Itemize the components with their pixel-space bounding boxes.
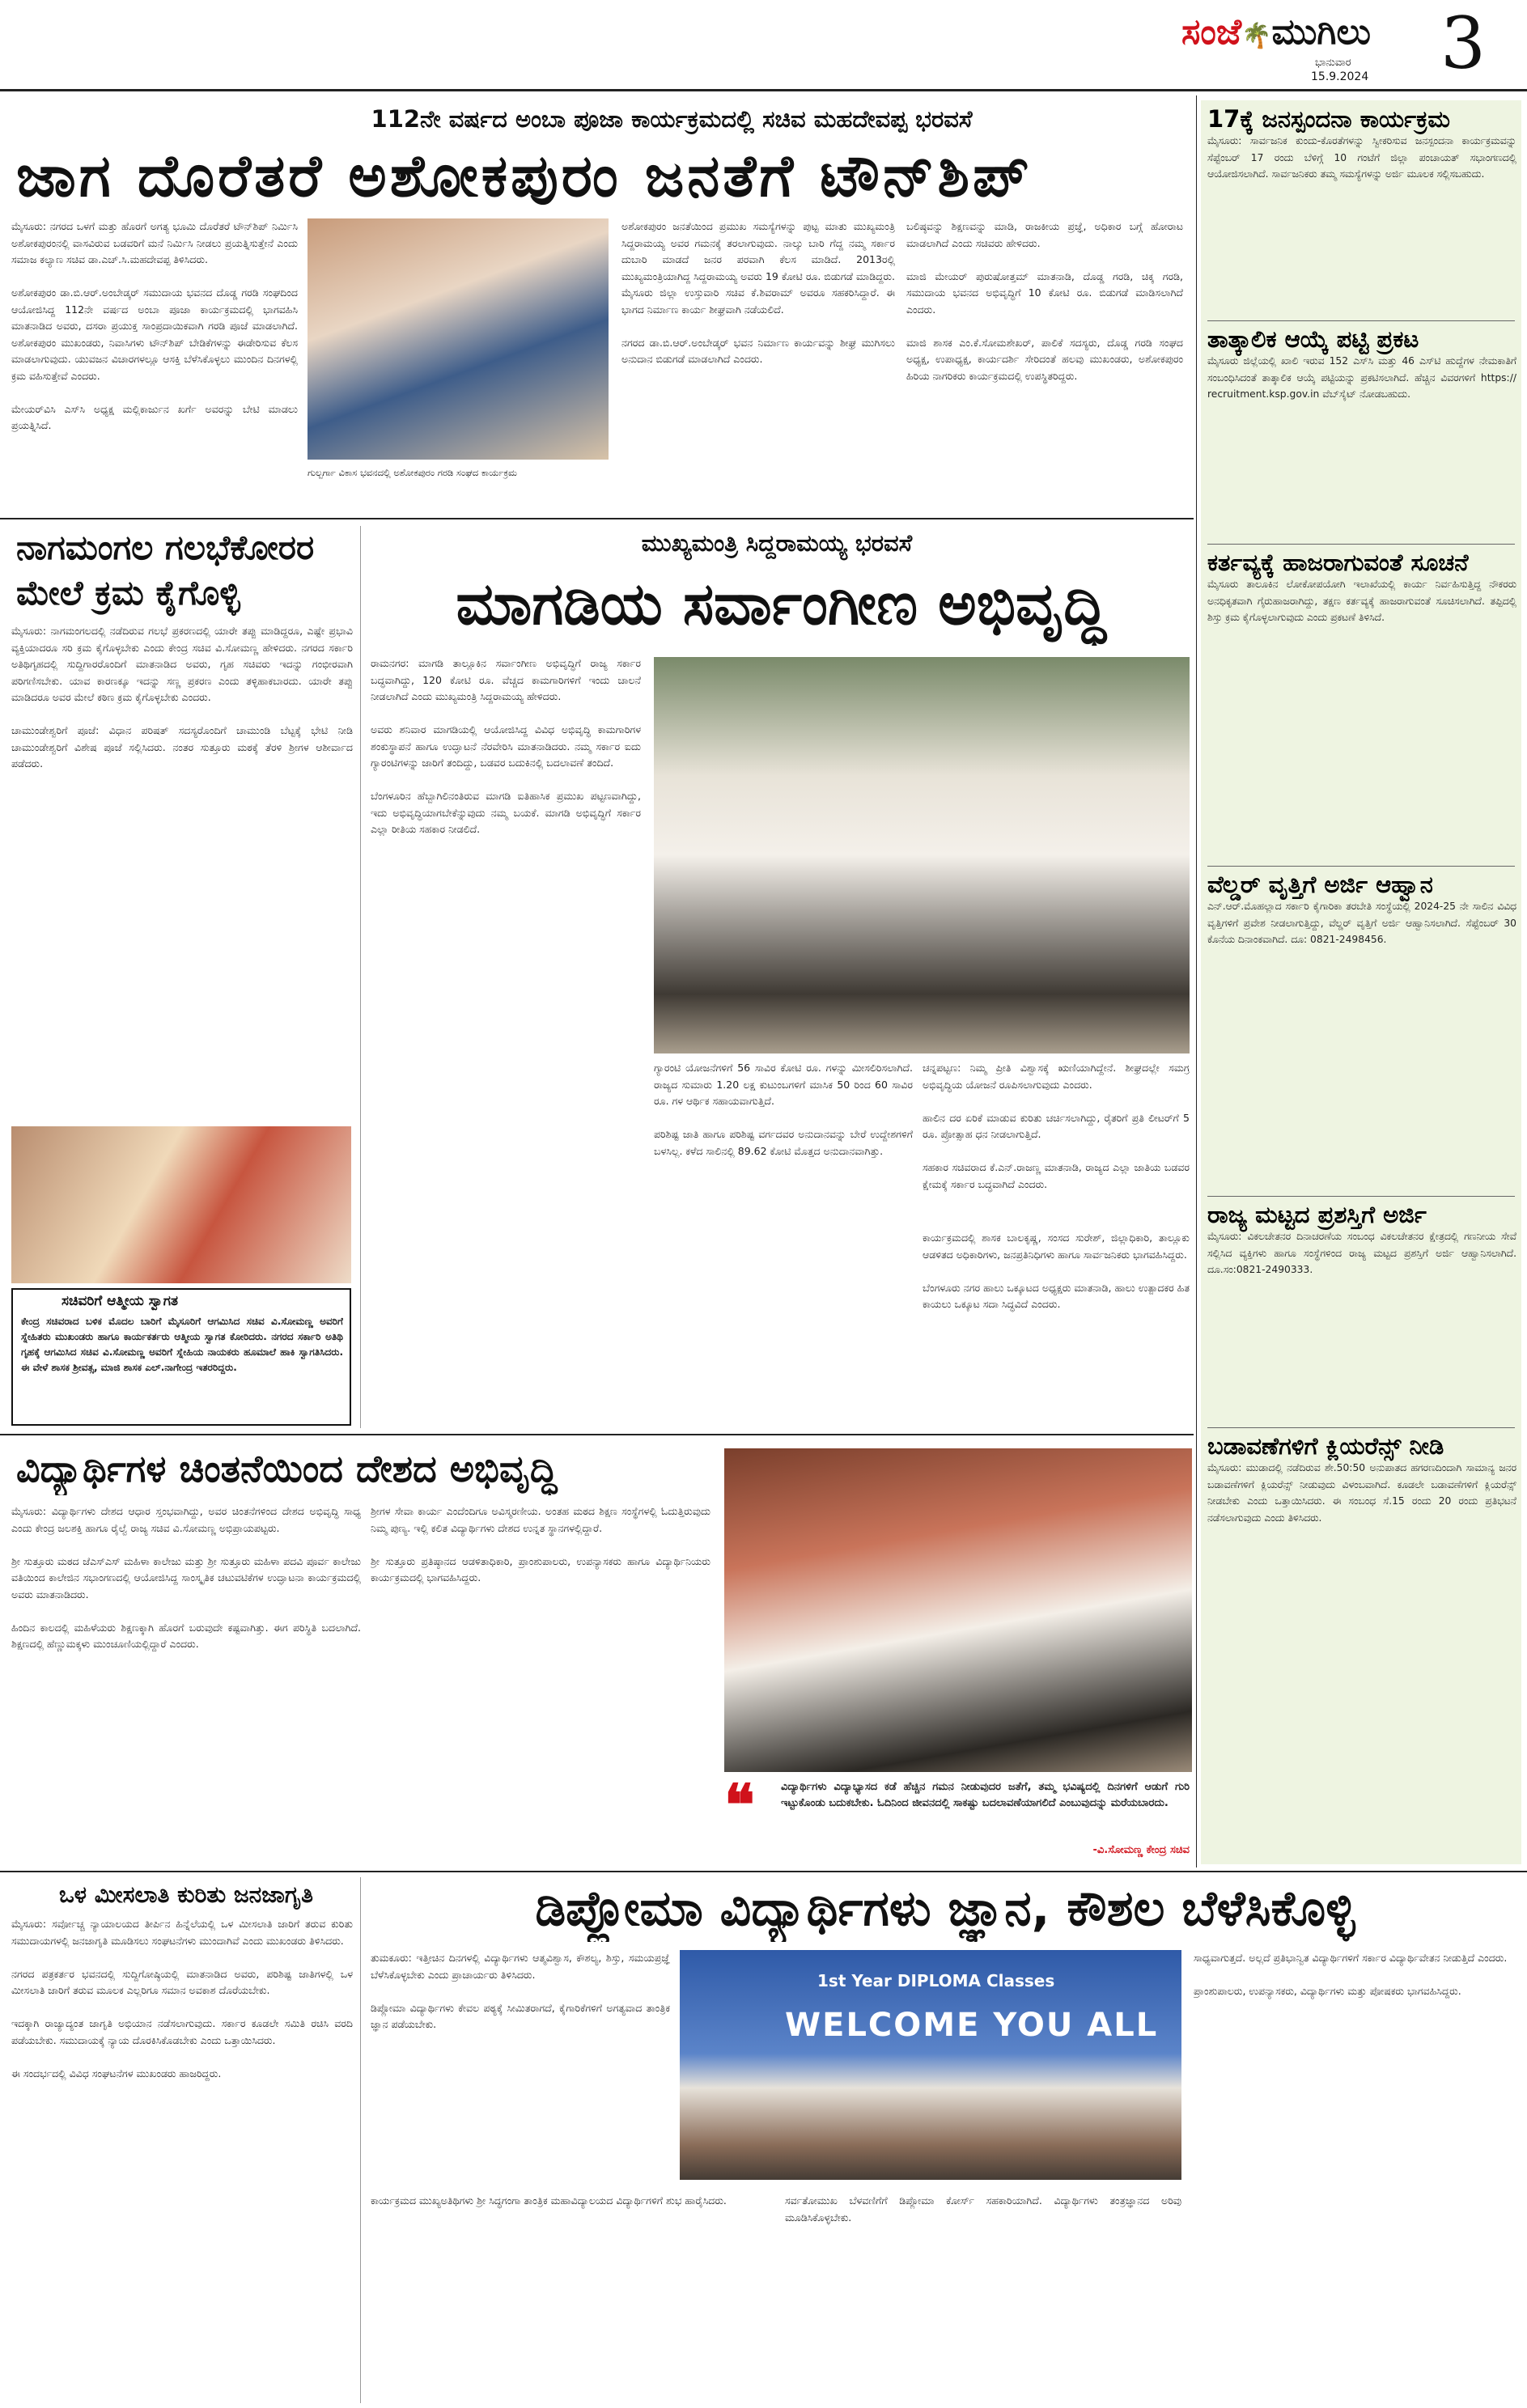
story2-headline-2: ಮೇಲೆ ಕ್ರಮ ಕೈಗೊಳ್ಳಿ [16, 573, 240, 613]
story1-col1: ಮೈಸೂರು: ನಗರದ ಒಳಗೆ ಮತ್ತು ಹೊರಗೆ ಅಗತ್ಯ ಭೂಮಿ ದೊರೆತರೆ ಟೌನ್‌ಶಿಪ್ ನಿರ್ಮಿಸಿ ಅಶೋಕಪುರಂನಲ್ಲಿ ವಾಸವಿರುವ ಬಡವರಿಗೆ ಮನೆ ನಿರ್ಮಿಸಿ ನೀಡಲು ಪ್ರಯತ್ನಿಸುತ್ತೇನೆ ಎಂದು ಸಮಾಜ ಕಲ್ಯಾಣ ಸಚಿವ ಡಾ.ಎಚ್.ಸಿ.ಮಹದೇವಪ್ಪ ತಿಳಿಸಿದರು. ಅಶೋಕಪುರಂ ಡಾ.ಬಿ.ಆರ್.ಅಂಬೇಡ್ಕರ್ ಸಮುದಾಯ ಭವನದ ದೊಡ್ಡ ಗರಡಿ ಸಂಘದಿಂದ ಆಯೋಜಿಸಿದ್ದ 112ನೇ ವರ್ಷದ ಅಂಬಾ ಪೂಜಾ ಕಾರ್ಯಕ್ರಮದಲ್ಲಿ ಭಾಗವಹಿಸಿ ಮಾತನಾಡಿದ ಅವರು, ದಸರಾ ಪ್ರಯುಕ್ತ ಸಾಂಪ್ರದಾಯಿಕವಾಗಿ ಗರಡಿ ಪೂಜೆ ಮಾಡಲಾಗಿದೆ. ಅಶೋಕಪುರಂ ಮುಖಂಡರು, ನಿವಾಸಿಗಳು ಟೌನ್‌ಶಿಪ್ ಬೇಡಿಕೆಗಳನ್ನು ಈಡೇರಿಸುವ ಕೆಲಸ ಮಾಡಲಾಗುವುದು. ಯುವಜನ ವಿಚಾರಗಳಲ್ಲೂ ಆಸಕ್ತಿ ಬೆಳೆಸಿಕೊಳ್ಳಲು ಮುಂದಿನ ದಿನಗಳಲ್ಲಿ ಕ್ರಮ ವಹಿಸುತ್ತೇವೆ ಎಂದರು. ಮೇಯರ್‌ವಿಸಿ ಎಸ್‌ಸಿ ಅಧ್ಯಕ್ಷ ಮಲ್ಲಿಕಾರ್ಜುನ ಖರ್ಗೆ ಅವರನ್ನು ಬೇಟಿ ಮಾಡಲು ಪ್ರಯತ್ನಿಸಿದೆ. [11, 220, 298, 431]
sidebar-item [1207, 1432, 1516, 1848]
sidebar-item [1207, 105, 1516, 311]
story4-col2: ಶ್ರೀಗಳ ಸೇವಾ ಕಾರ್ಯ ಎಂದೆಂದಿಗೂ ಅವಿಸ್ಮರಣೀಯ. ಅಂತಹ ಮಠದ ಶಿಕ್ಷಣ ಸಂಸ್ಥೆಗಳಲ್ಲಿ ಓದುತ್ತಿರುವುದು ನಿಮ್ಮ ಪುಣ್ಯ. ಇಲ್ಲಿ ಕಲಿತ ವಿದ್ಯಾರ್ಥಿಗಳು ದೇಶದ ಉನ್ನತ ಸ್ಥಾನಗಳಲ್ಲಿದ್ದಾರೆ. ಶ್ರೀ ಸುತ್ತೂರು ಪ್ರತಿಷ್ಠಾನದ ಆಡಳಿತಾಧಿಕಾರಿ, ಪ್ರಾಂಶುಪಾಲರು, ಉಪನ್ಯಾಸಕರು ಹಾಗೂ ವಿದ್ಯಾರ್ಥಿನಿಯರು ಕಾರ್ಯಕ್ರಮದಲ್ಲಿ ಭಾಗವಹಿಸಿದ್ದರು. [371, 1505, 710, 1583]
sidebar-rule [1207, 866, 1515, 867]
story2-caption-box [11, 1288, 351, 1426]
sidebar-title: ಕರ್ತವ್ಯಕ್ಕೆ ಹಾಜರಾಗುವಂತೆ ಸೂಚನೆ [1207, 549, 1469, 576]
story1-col3: ಬಲಿಷ್ಠವನ್ನು ಶಿಕ್ಷಣವನ್ನು ಮಾಡಿ, ರಾಜಕೀಯ ಪ್ರಜ್ಞೆ, ಅಧಿಕಾರ ಬಗ್ಗೆ ಹೋರಾಟ ಮಾಡಲಾಗಿದೆ ಎಂದು ಸಚಿವರು ಹೇಳಿದರು. ಮಾಜಿ ಮೇಯರ್ ಪುರುಷೋತ್ತಮ್ ಮಾತನಾಡಿ, ದೊಡ್ಡ ಗರಡಿ, ಚಿಕ್ಕ ಗರಡಿ, ಸಮುದಾಯ ಭವನದ ಅಭಿವೃದ್ಧಿಗೆ 10 ಕೋಟಿ ರೂ. ಬಿಡುಗಡೆ ಮಾಡಿಸಲಾಗಿದೆ ಎಂದರು. ಮಾಜಿ ಶಾಸಕ ಎಂ.ಕೆ.ಸೋಮಶೇಖರ್, ಪಾಲಿಕೆ ಸದಸ್ಯರು, ದೊಡ್ಡ ಗರಡಿ ಸಂಘದ ಅಧ್ಯಕ್ಷ, ಉಪಾಧ್ಯಕ್ಷ, ಕಾರ್ಯದರ್ಶಿ ಸೇರಿದಂತೆ ಹಲವು ಮುಖಂಡರು, ಅಶೋಕಪುರಂ ಹಿರಿಯ ನಾಗರಿಕರು ಕಾರ್ಯಕ್ರಮದಲ್ಲಿ ಉಪಸ್ಥಿತರಿದ್ದರು. [906, 220, 1183, 382]
story4-quote-author: -ವಿ.ಸೋಮಣ್ಣ ಕೇಂದ್ರ ಸಚಿವ [1092, 1844, 1190, 1856]
masthead-logo [1181, 11, 1371, 53]
masthead-day: ಭಾನುವಾರ [1315, 57, 1351, 69]
masthead-rule [0, 89, 1527, 91]
sidebar-divider [1196, 95, 1197, 1867]
sidebar-item [1207, 871, 1516, 1165]
story3-col2: ಗ್ಯಾರಂಟಿ ಯೋಜನೆಗಳಿಗೆ 56 ಸಾವಿರ ಕೋಟಿ ರೂ. ಗಳನ್ನು ಮೀಸಲಿರಿಸಲಾಗಿದೆ. ರಾಜ್ಯದ ಸುಮಾರು 1.20 ಲಕ್ಷ ಕುಟುಂಬಗಳಿಗೆ ಮಾಸಿಕ 50 ರಿಂದ 60 ಸಾವಿರ ರೂ. ಗಳ ಆರ್ಥಿಕ ಸಹಾಯವಾಗುತ್ತಿದೆ. ಪರಿಶಿಷ್ಟ ಜಾತಿ ಹಾಗೂ ಪರಿಶಿಷ್ಟ ವರ್ಗದವರ ಅನುದಾನವನ್ನು ಬೇರೆ ಉದ್ದೇಶಗಳಿಗೆ ಬಳಸಿಲ್ಲ. ಕಳೆದ ಸಾಲಿನಲ್ಲಿ 89.62 ಕೋಟಿ ಮೊತ್ತದ ಅನುದಾನವಾಗಿತ್ತು. [654, 1062, 913, 1157]
sidebar-body: ಮೈಸೂರು ಜಿಲ್ಲೆಯಲ್ಲಿ ಖಾಲಿ ಇರುವ 152 ಎಸ್‌ಸಿ ಮತ್ತು 46 ಎಸ್‌ಟಿ ಹುದ್ದೆಗಳ ನೇಮಕಾತಿಗೆ ಸಂಬಂಧಿಸಿದಂತೆ ತಾತ್ಕಾಲಿಕ ಆಯ್ಕೆ ಪಟ್ಟಿಯನ್ನು ಪ್ರಕಟಿಸಲಾಗಿದೆ. ಹೆಚ್ಚಿನ ವಿವರಗಳಿಗೆ https:// recruitment.ksp.gov.in ವೆಬ್‌ಸೈಟ್ ನೋಡಬಹುದು. [1207, 355, 1516, 400]
sidebar-body: ಮೈಸೂರು ತಾಲೂಕಿನ ಲೋಕೋಪಯೋಗಿ ಇಲಾಖೆಯಲ್ಲಿ ಕಾರ್ಯ ನಿರ್ವಹಿಸುತ್ತಿದ್ದ ನೌಕರರು ಅನಧಿಕೃತವಾಗಿ ಗೈರುಹಾಜರಾಗಿದ್ದು, ತಕ್ಷಣ ಕರ್ತವ್ಯಕ್ಕೆ ಹಾಜರಾಗುವಂತೆ ಸೂಚಿಸಲಾಗಿದೆ. ತಪ್ಪಿದಲ್ಲಿ ಶಿಸ್ತು ಕ್ರಮ ಕೈಗೊಳ್ಳಲಾಗುವುದು ಎಂದು ಪ್ರಕಟಣೆ ತಿಳಿಸಿದೆ. [1207, 579, 1516, 623]
story1-kicker: 112ನೇ ವರ್ಷದ ಅಂಬಾ ಪೂಜಾ ಕಾರ್ಯಕ್ರಮದಲ್ಲಿ ಸಚಿವ ಮಹದೇವಪ್ಪ ಭರವಸೆ [371, 105, 973, 133]
story6-banner-top: 1st Year DIPLOMA Classes [817, 1971, 1055, 1990]
story2-caption-body: ಕೇಂದ್ರ ಸಚಿವರಾದ ಬಳಿಕ ಮೊದಲ ಬಾರಿಗೆ ಮೈಸೂರಿಗೆ ಆಗಮಿಸಿದ ಸಚಿವ ವಿ.ಸೋಮಣ್ಣ ಅವರಿಗೆ ಸ್ನೇಹಿತರು ಮುಖಂಡರು ಹಾಗೂ ಕಾರ್ಯಕರ್ತರು ಆತ್ಮೀಯ ಸ್ವಾಗತ ಕೋರಿದರು. ನಗರದ ಸರ್ಕಾರಿ ಅತಿಥಿ ಗೃಹಕ್ಕೆ ಆಗಮಿಸಿದ ಸಚಿವ ವಿ.ಸೋಮಣ್ಣ ಅವರಿಗೆ ಸ್ನೇಹಿಯ ನಾಯಕರು ಹೂಮಾಲೆ ಹಾಕಿ ಸ್ವಾಗತಿಸಿದರು. ಈ ವೇಳೆ ಶಾಸಕ ಶ್ರೀವತ್ಸ, ಮಾಜಿ ಶಾಸಕ ಎಲ್.ನಾಗೇಂದ್ರ ಇತರರಿದ್ದರು. [21, 1316, 343, 1373]
story3-kicker: ಮುಖ್ಯಮಂತ್ರಿ ಸಿದ್ದರಾಮಯ್ಯ ಭರವಸೆ [641, 529, 913, 557]
sidebar-item [1207, 1201, 1516, 1422]
story6-banner: WELCOME YOU ALL [785, 2007, 1159, 2044]
story6-col3: ಸರ್ವತೋಮುಖ ಬೆಳವಣಿಗೆಗೆ ಡಿಪ್ಲೋಮಾ ಕೋರ್ಸ್ ಸಹಕಾರಿಯಾಗಿದೆ. ವಿದ್ಯಾರ್ಥಿಗಳು ತಂತ್ರಜ್ಞಾನದ ಅರಿವು ಮೂಡಿಸಿಕೊಳ್ಳಬೇಕು. [785, 2194, 1181, 2224]
story1-photo [308, 218, 609, 460]
story6-col4: ಸಾಧ್ಯವಾಗುತ್ತದೆ. ಅಲ್ಲದೆ ಪ್ರತಿಭಾನ್ವಿತ ವಿದ್ಯಾರ್ಥಿಗಳಿಗೆ ಸರ್ಕಾರ ವಿದ್ಯಾರ್ಥಿವೇತನ ನೀಡುತ್ತಿದೆ ಎಂದರು. ಪ್ರಾಂಶುಪಾಲರು, ಉಪನ್ಯಾಸಕರು, ವಿದ್ಯಾರ್ಥಿಗಳು ಮತ್ತು ಪೋಷಕರು ಭಾಗವಹಿಸಿದ್ದರು. [1194, 1952, 1508, 1997]
story4-headline: ವಿದ್ಯಾರ್ಥಿಗಳ ಚಿಂತನೆಯಿಂದ ದೇಶದ ಅಭಿವೃದ್ಧಿ [16, 1447, 558, 1490]
story3-photo [654, 657, 1190, 1054]
sidebar-title: ತಾತ್ಕಾಲಿಕ ಆಯ್ಕೆ ಪಟ್ಟಿ ಪ್ರಕಟ [1207, 325, 1419, 353]
sidebar-item [1207, 325, 1516, 536]
story1-bottom-rule [0, 518, 1194, 519]
story2-photo [11, 1126, 351, 1283]
story5-divider [360, 1877, 361, 2403]
story3-col4: ಕಾರ್ಯಕ್ರಮದಲ್ಲಿ ಶಾಸಕ ಬಾಲಕೃಷ್ಣ, ಸಂಸದ ಸುರೇಶ್, ಜಿಲ್ಲಾಧಿಕಾರಿ, ತಾಲ್ಲೂಕು ಆಡಳಿತದ ಅಧಿಕಾರಿಗಳು, ಜನಪ್ರತಿನಿಧಿಗಳು ಹಾಗೂ ಸಾರ್ವಜನಿಕರು ಭಾಗವಹಿಸಿದ್ದರು. ಬೆಂಗಳೂರು ನಗರ ಹಾಲು ಒಕ್ಕೂಟದ ಅಧ್ಯಕ್ಷರು ಮಾತನಾಡಿ, ಹಾಲು ಉತ್ಪಾದಕರ ಹಿತ ಕಾಯಲು ಒಕ್ಕೂಟ ಸದಾ ಸಿದ್ಧವಿದೆ ಎಂದರು. [923, 1232, 1190, 1310]
sidebar-body: ಮೈಸೂರು: ಸಾರ್ವಜನಿಕ ಕುಂದು-ಕೊರತೆಗಳನ್ನು ಸ್ವೀಕರಿಸುವ ಜನಸ್ಪಂದನಾ ಕಾರ್ಯಕ್ರಮವನ್ನು ಸೆಪ್ಟೆಂಬರ್ 17 ರಂದು ಬೆಳಿಗ್ಗೆ 10 ಗಂಟೆಗೆ ಜಿಲ್ಲಾ ಪಂಚಾಯತ್ ಸಭಾಂಗಣದಲ್ಲಿ ಆಯೋಜಿಸಲಾಗಿದೆ. ಸಾರ್ವಜನಿಕರು ತಮ್ಮ ಸಮಸ್ಯೆಗಳನ್ನು ಅರ್ಜಿ ಮೂಲಕ ಸಲ್ಲಿಸಬಹುದು. [1207, 135, 1516, 180]
story6-photo [680, 1950, 1181, 2180]
story1-headline: ಜಾಗ ದೊರೆತರೆ ಅಶೋಕಪುರಂ ಜನತೆಗೆ ಟೌನ್‌ಶಿಪ್ [16, 142, 1033, 210]
story3-headline: ಮಾಗಡಿಯ ಸರ್ವಾಂಗೀಣ ಅಭಿವೃದ್ಧಿ [456, 570, 1106, 638]
sidebar-title: ರಾಜ್ಯ ಮಟ್ಟದ ಪ್ರಶಸ್ತಿಗೆ ಅರ್ಜಿ [1207, 1201, 1427, 1228]
sidebar-title: ಬಡಾವಣೆಗಳಿಗೆ ಕ್ಲಿಯರೆನ್ಸ್ ನೀಡಿ [1207, 1432, 1444, 1460]
story6-col2: ಕಾರ್ಯಕ್ರಮದ ಮುಖ್ಯಅತಿಥಿಗಳು ಶ್ರೀ ಸಿದ್ಧಗಂಗಾ ತಾಂತ್ರಿಕ ಮಹಾವಿದ್ಯಾಲಯದ ವಿದ್ಯಾರ್ಥಿಗಳಿಗೆ ಶುಭ ಹಾರೈಸಿದರು. [371, 2194, 727, 2207]
masthead-date: 15.9.2024 [1311, 70, 1369, 83]
story4-col1: ಮೈಸೂರು: ವಿದ್ಯಾರ್ಥಿಗಳು ದೇಶದ ಆಧಾರ ಸ್ತಂಭವಾಗಿದ್ದು, ಅವರ ಚಿಂತನೆಗಳಿಂದ ದೇಶದ ಅಭಿವೃದ್ಧಿ ಸಾಧ್ಯ ಎಂದು ಕೇಂದ್ರ ಜಲಶಕ್ತಿ ಹಾಗೂ ರೈಲ್ವೆ ರಾಜ್ಯ ಸಚಿವ ವಿ.ಸೋಮಣ್ಣ ಅಭಿಪ್ರಾಯಪಟ್ಟರು. ಶ್ರೀ ಸುತ್ತೂರು ಮಠದ ಜೆಎಸ್‌ಎಸ್ ಮಹಿಳಾ ಕಾಲೇಜು ಮತ್ತು ಶ್ರೀ ಸುತ್ತೂರು ಮಹಿಳಾ ಪದವಿ ಪೂರ್ವ ಕಾಲೇಜು ವತಿಯಿಂದ ಕಾಲೇಜಿನ ಸಭಾಂಗಣದಲ್ಲಿ ಆಯೋಜಿಸಿದ್ದ ಸಾಂಸ್ಕೃತಿಕ ಚಟುವಟಿಕೆಗಳ ಉದ್ಘಾಟನಾ ಕಾರ್ಯಕ್ರಮದಲ್ಲಿ ಅವರು ಮಾತನಾಡಿದರು. ಹಿಂದಿನ ಕಾಲದಲ್ಲಿ ಮಹಿಳೆಯರು ಶಿಕ್ಷಣಕ್ಕಾಗಿ ಹೊರಗೆ ಬರುವುದೇ ಕಷ್ಟವಾಗಿತ್ತು. ಈಗ ಪರಿಸ್ಥಿತಿ ಬದಲಾಗಿದೆ. ಶಿಕ್ಷಣದಲ್ಲಿ ಹೆಣ್ಣುಮಕ್ಕಳು ಮುಂಚೂಣಿಯಲ್ಲಿದ್ದಾರೆ ಎಂದರು. [11, 1505, 361, 1650]
story3-bottom-rule [0, 1434, 1194, 1435]
story4-photo [724, 1448, 1192, 1772]
sidebar-body: ಮೈಸೂರು: ವಿಕಲಚೇತನರ ದಿನಾಚರಣೆಯ ಸಂಬಂಧ ವಿಕಲಚೇತನರ ಕ್ಷೇತ್ರದಲ್ಲಿ ಗಣನೀಯ ಸೇವೆ ಸಲ್ಲಿಸಿದ ವ್ಯಕ್ತಿಗಳು ಹಾಗೂ ಸಂಸ್ಥೆಗಳಿಂದ ರಾಜ್ಯ ಮಟ್ಟದ ಪ್ರಶಸ್ತಿಗೆ ಅರ್ಜಿ ಆಹ್ವಾನಿಸಲಾಗಿದೆ. ದೂ.ಸಂ:0821-2490333. [1207, 1231, 1516, 1275]
page-number: 3 [1440, 2, 1486, 85]
story6-col1: ತುಮಕೂರು: ಇತ್ತೀಚಿನ ದಿನಗಳಲ್ಲಿ ವಿದ್ಯಾರ್ಥಿಗಳು ಆತ್ಮವಿಶ್ವಾಸ, ಕೌಶಲ್ಯ, ಶಿಸ್ತು, ಸಮಯಪ್ರಜ್ಞೆ ಬೆಳೆಸಿಕೊಳ್ಳಬೇಕು ಎಂದು ಪ್ರಾಚಾರ್ಯರು ತಿಳಿಸಿದರು. ಡಿಪ್ಲೋಮಾ ವಿದ್ಯಾರ್ಥಿಗಳು ಕೇವಲ ಪಠ್ಯಕ್ಕೆ ಸೀಮಿತರಾಗದೆ, ಕೈಗಾರಿಕೆಗಳಿಗೆ ಅಗತ್ಯವಾದ ತಾಂತ್ರಿಕ ಜ್ಞಾನ ಪಡೆಯಬೇಕು. [371, 1952, 670, 2030]
story4-bottom-rule [0, 1871, 1527, 1872]
story3-col3: ಚನ್ನಪಟ್ಟಣ: ನಿಮ್ಮ ಪ್ರೀತಿ ವಿಶ್ವಾಸಕ್ಕೆ ಋಣಿಯಾಗಿದ್ದೇನೆ. ಶೀಘ್ರದಲ್ಲೇ ಸಮಗ್ರ ಅಭಿವೃದ್ಧಿಯ ಯೋಜನೆ ರೂಪಿಸಲಾಗುವುದು ಎಂದರು. ಹಾಲಿನ ದರ ಏರಿಕೆ ಮಾಡುವ ಕುರಿತು ಚರ್ಚಿಸಲಾಗಿದ್ದು, ರೈತರಿಗೆ ಪ್ರತಿ ಲೀಟರ್‌ಗೆ 5 ರೂ. ಪ್ರೋತ್ಸಾಹ ಧನ ನೀಡಲಾಗುತ್ತಿದೆ. ಸಹಕಾರ ಸಚಿವರಾದ ಕೆ.ಎನ್.ರಾಜಣ್ಣ ಮಾತನಾಡಿ, ರಾಜ್ಯದ ಎಲ್ಲಾ ಜಾತಿಯ ಬಡವರ ಕ್ಷೇಮಕ್ಕೆ ಸರ್ಕಾರ ಬದ್ಧವಾಗಿದೆ ಎಂದರು. [923, 1062, 1190, 1190]
sidebar-title: ವೆಲ್ಡರ್ ವೃತ್ತಿಗೆ ಅರ್ಜಿ ಆಹ್ವಾನ [1207, 871, 1433, 898]
sidebar-title: 17ಕ್ಕೆ ಜನಸ್ಪಂದನಾ ಕಾರ್ಯಕ್ರಮ [1207, 105, 1450, 133]
sidebar-rule [1207, 1427, 1515, 1428]
masthead [1181, 2, 1521, 85]
story5-headline: ಒಳ ಮೀಸಲಾತಿ ಕುರಿತು ಜನಜಾಗೃತಿ [58, 1881, 313, 1908]
sidebar [1201, 100, 1521, 1864]
story1-photo-caption: ಗುಲ್ಬರ್ಗಾ ವಿಕಾಸ ಭವನದಲ್ಲಿ ಅಶೋಕಪುರಂ ಗರಡಿ ಸಂಘದ ಕಾರ್ಯಕ್ರಮ [308, 467, 517, 478]
sidebar-body: ಮೈಸೂರು: ಮುಡಾದಲ್ಲಿ ನಡೆದಿರುವ ಶೇ.50:50 ಅನುಪಾತದ ಹಗರಣದಿಂದಾಗಿ ಸಾಮಾನ್ಯ ಜನರ ಬಡಾವಣೆಗಳಿಗೆ ಕ್ಲಿಯರೆನ್ಸ್ ನೀಡುವುದು ವಿಳಂಬವಾಗಿದೆ. ಕೂಡಲೇ ಬಡಾವಣೆಗಳಿಗೆ ಕ್ಲಿಯರೆನ್ಸ್ ನೀಡಬೇಕು ಎಂದು ಒತ್ತಾಯಿಸಿದರು. ಈ ಸಂಬಂಧ ಸೆ.15 ರಂದು 20 ರಂದು ಪ್ರತಿಭಟನೆ ನಡೆಸಲಾಗುವುದು ಎಂದು ತಿಳಿಸಿದರು. [1207, 1462, 1516, 1524]
story6-headline: ಡಿಪ್ಲೋಮಾ ವಿದ್ಯಾರ್ಥಿಗಳು ಜ್ಞಾನ, ಕೌಶಲ ಬೆಳೆಸಿಕೊಳ್ಳಿ [535, 1880, 1355, 1937]
story4-quote-box [724, 1771, 1192, 1865]
sidebar-rule [1207, 1196, 1515, 1197]
story2-divider [360, 526, 361, 1428]
masthead-name-black: ಮುಗಿಲು [1271, 11, 1371, 53]
story4-quote: ವಿದ್ಯಾರ್ಥಿಗಳು ವಿದ್ಯಾಭ್ಯಾಸದ ಕಡೆ ಹೆಚ್ಚಿನ ಗಮನ ನೀಡುವುದರ ಜತೆಗೆ, ತಮ್ಮ ಭವಿಷ್ಯದಲ್ಲಿ ದಿನಗಳಿಗೆ ಆಡುಗೆ ಗುರಿ ಇಟ್ಟುಕೊಂಡು ಬದುಕಬೇಕು. ಓದಿನಿಂದ ಜೀವನದಲ್ಲಿ ಸಾಕಷ್ಟು ಬದಲಾವಣೆಯಾಗಲಿದೆ ಎಂಬುವುದನ್ನು ಮರೆಯಬಾರದು. [781, 1781, 1190, 1809]
story5-body: ಮೈಸೂರು: ಸರ್ವೋಚ್ಚ ನ್ಯಾಯಾಲಯದ ತೀರ್ಪಿನ ಹಿನ್ನೆಲೆಯಲ್ಲಿ ಒಳ ಮೀಸಲಾತಿ ಜಾರಿಗೆ ತರುವ ಕುರಿತು ಸಮುದಾಯಗಳಲ್ಲಿ ಜನಜಾಗೃತಿ ಮೂಡಿಸಲು ಸಂಘಟನೆಗಳು ಮುಂದಾಗಿವೆ ಎಂದು ಮುಖಂಡರು ತಿಳಿಸಿದರು. ನಗರದ ಪತ್ರಕರ್ತರ ಭವನದಲ್ಲಿ ಸುದ್ದಿಗೋಷ್ಠಿಯಲ್ಲಿ ಮಾತನಾಡಿದ ಅವರು, ಪರಿಶಿಷ್ಟ ಜಾತಿಗಳಲ್ಲಿ ಒಳ ಮೀಸಲಾತಿ ಜಾರಿಗೆ ತರುವ ಮೂಲಕ ಎಲ್ಲರಿಗೂ ಸಮಾನ ಅವಕಾಶ ದೊರೆಯಬೇಕು. ಇದಕ್ಕಾಗಿ ರಾಜ್ಯಾದ್ಯಂತ ಜಾಗೃತಿ ಅಭಿಯಾನ ನಡೆಸಲಾಗುವುದು. ಸರ್ಕಾರ ಕೂಡಲೇ ಸಮಿತಿ ರಚಿಸಿ ವರದಿ ಪಡೆಯಬೇಕು. ಸಮುದಾಯಕ್ಕೆ ನ್ಯಾಯ ದೊರಕಿಸಿಕೊಡಬೇಕು ಎಂದು ಒತ್ತಾಯಿಸಿದರು. ಈ ಸಂದರ್ಭದಲ್ಲಿ ವಿವಿಧ ಸಂಘಟನೆಗಳ ಮುಖಂಡರು ಹಾಜರಿದ್ದರು. [11, 1918, 353, 2079]
palm-tree-icon: 🌴 [1241, 22, 1272, 50]
story1-col2: ಅಶೋಕಪುರಂ ಜನತೆಯಿಂದ ಪ್ರಮುಖ ಸಮಸ್ಯೆಗಳನ್ನು ಪುಟ್ಟ ಮಾತು ಮುಖ್ಯಮಂತ್ರಿ ಸಿದ್ದರಾಮಯ್ಯ ಅವರ ಗಮನಕ್ಕೆ ತರಲಾಗುವುದು. ನಾಲ್ಕು ಬಾರಿ ಗೆದ್ದ ನಮ್ಮ ಸರ್ಕಾರ ದುಬಾರಿ ಮಾಡದೆ ಜನರ ಪರವಾಗಿ ಕೆಲಸ ಮಾಡಿದೆ. 2013ರಲ್ಲಿ ಮುಖ್ಯಮಂತ್ರಿಯಾಗಿದ್ದ ಸಿದ್ದರಾಮಯ್ಯ ಅವರು 19 ಕೋಟಿ ರೂ. ಬಿಡುಗಡೆ ಮಾಡಿದ್ದರು. ಮೈಸೂರು ಜಿಲ್ಲಾ ಉಸ್ತುವಾರಿ ಸಚಿವ ಕೆ.ಶಿವರಾಮ್ ಅವರೂ ಸಹಕರಿಸಿದ್ದಾರೆ. ಈ ಭಾಗದ ನಿರ್ಮಾಣ ಕಾರ್ಯ ಶೀಘ್ರವಾಗಿ ನಡೆಯಲಿದೆ. ನಗರದ ಡಾ.ಬಿ.ಆರ್.ಅಂಬೇಡ್ಕರ್ ಭವನ ನಿರ್ಮಾಣ ಕಾರ್ಯವನ್ನು ಶೀಘ್ರ ಮುಗಿಸಲು ಅನುದಾನ ಬಿಡುಗಡೆ ಮಾಡಲಾಗಿದೆ ಎಂದರು. [621, 220, 895, 365]
sidebar-body: ಎನ್.ಆರ್.ಮೊಹಲ್ಲಾದ ಸರ್ಕಾರಿ ಕೈಗಾರಿಕಾ ತರಬೇತಿ ಸಂಸ್ಥೆಯಲ್ಲಿ 2024-25 ನೇ ಸಾಲಿನ ವಿವಿಧ ವೃತ್ತಿಗಳಿಗೆ ಪ್ರವೇಶ ನೀಡಲಾಗುತ್ತಿದ್ದು, ವೆಲ್ಡರ್ ವೃತ್ತಿಗೆ ಅರ್ಜಿ ಆಹ್ವಾನಿಸಲಾಗಿದೆ. ಸೆಪ್ಟೆಂಬರ್ 30 ಕೊನೆಯ ದಿನಾಂಕವಾಗಿದೆ. ದೂ: 0821-2498456. [1207, 901, 1516, 945]
story2-caption-title: ಸಚಿವರಿಗೆ ಆತ್ಮೀಯ ಸ್ವಾಗತ [62, 1293, 178, 1309]
sidebar-rule [1207, 320, 1515, 321]
story2-body: ಮೈಸೂರು: ನಾಗಮಂಗಲದಲ್ಲಿ ನಡೆದಿರುವ ಗಲಭೆ ಪ್ರಕರಣದಲ್ಲಿ ಯಾರೇ ತಪ್ಪು ಮಾಡಿದ್ದರೂ, ಎಷ್ಟೇ ಪ್ರಭಾವಿ ವ್ಯಕ್ತಿಯಾದರೂ ಸರಿ ಕ್ರಮ ಕೈಗೊಳ್ಳಬೇಕು ಎಂದು ಕೇಂದ್ರ ಸಚಿವ ವಿ.ಸೋಮಣ್ಣ ಹೇಳಿದರು. ನಗರದ ಸರ್ಕಾರಿ ಅತಿಥಿಗೃಹದಲ್ಲಿ ಸುದ್ದಿಗಾರರೊಂದಿಗೆ ಮಾತನಾಡಿದ ಅವರು, ಗೃಹ ಸಚಿವರು ಇದನ್ನು ಗಂಭೀರವಾಗಿ ಪರಿಗಣಿಸಬೇಕು. ಯಾವ ಕಾರಣಕ್ಕೂ ಇದನ್ನು ಸಣ್ಣ ಪ್ರಕರಣ ಎಂದು ತಳ್ಳಿಹಾಕಬಾರದು. ಯಾರೇ ತಪ್ಪು ಮಾಡಿದರೂ ಅವರ ಮೇಲೆ ಕಠಿಣ ಕ್ರಮ ಕೈಗೊಳ್ಳಬೇಕು ಎಂದರು. ಚಾಮುಂಡೇಶ್ವರಿಗೆ ಪೂಜೆ: ವಿಧಾನ ಪರಿಷತ್ ಸದಸ್ಯರೊಂದಿಗೆ ಚಾಮುಂಡಿ ಬೆಟ್ಟಕ್ಕೆ ಭೇಟಿ ನೀಡಿ ಚಾಮುಂಡೇಶ್ವರಿಗೆ ವಿಶೇಷ ಪೂಜೆ ಸಲ್ಲಿಸಿದರು. ನಂತರ ಸುತ್ತೂರು ಮಠಕ್ಕೆ ತೆರಳಿ ಶ್ರೀಗಳ ಆಶೀರ್ವಾದ ಪಡೆದರು. [11, 625, 353, 769]
masthead-name-red: ಸಂಜೆ [1181, 11, 1242, 53]
quote-mark-icon: ❝ [724, 1771, 755, 1838]
sidebar-item [1207, 549, 1516, 819]
story2-headline-1: ನಾಗಮಂಗಲ ಗಲಭೆಕೋರರ [16, 528, 315, 567]
story3-col1: ರಾಮನಗರ: ಮಾಗಡಿ ತಾಲ್ಲೂಕಿನ ಸರ್ವಾಂಗೀಣ ಅಭಿವೃದ್ಧಿಗೆ ರಾಜ್ಯ ಸರ್ಕಾರ ಬದ್ಧವಾಗಿದ್ದು, 120 ಕೋಟಿ ರೂ. ವೆಚ್ಚದ ಕಾಮಗಾರಿಗಳಿಗೆ ಇಂದು ಚಾಲನೆ ನೀಡಲಾಗಿದೆ ಎಂದು ಮುಖ್ಯಮಂತ್ರಿ ಸಿದ್ದರಾಮಯ್ಯ ಹೇಳಿದರು. ಅವರು ಶನಿವಾರ ಮಾಗಡಿಯಲ್ಲಿ ಆಯೋಜಿಸಿದ್ದ ವಿವಿಧ ಅಭಿವೃದ್ಧಿ ಕಾಮಗಾರಿಗಳ ಶಂಕುಸ್ಥಾಪನೆ ಹಾಗೂ ಉದ್ಘಾಟನೆ ನೆರವೇರಿಸಿ ಮಾತನಾಡಿದರು. ನಮ್ಮ ಸರ್ಕಾರ ಐದು ಗ್ಯಾರಂಟಿಗಳನ್ನು ಜಾರಿಗೆ ತಂದಿದ್ದು, ಬಡವರ ಬದುಕಿನಲ್ಲಿ ಬದಲಾವಣೆ ತಂದಿದೆ. ಬೆಂಗಳೂರಿನ ಹೆಬ್ಬಾಗಿಲಿನಂತಿರುವ ಮಾಗಡಿ ಐತಿಹಾಸಿಕ ಪ್ರಮುಖ ಪಟ್ಟಣವಾಗಿದ್ದು, ಇದು ಅಭಿವೃದ್ಧಿಯಾಗಬೇಕೆನ್ನುವುದು ನಮ್ಮ ಬಯಕೆ. ಮಾಗಡಿ ಅಭಿವೃದ್ಧಿಗೆ ಸರ್ಕಾರ ಎಲ್ಲಾ ರೀತಿಯ ಸಹಕಾರ ನೀಡಲಿದೆ. [371, 657, 641, 835]
sidebar-rule [1207, 544, 1515, 545]
